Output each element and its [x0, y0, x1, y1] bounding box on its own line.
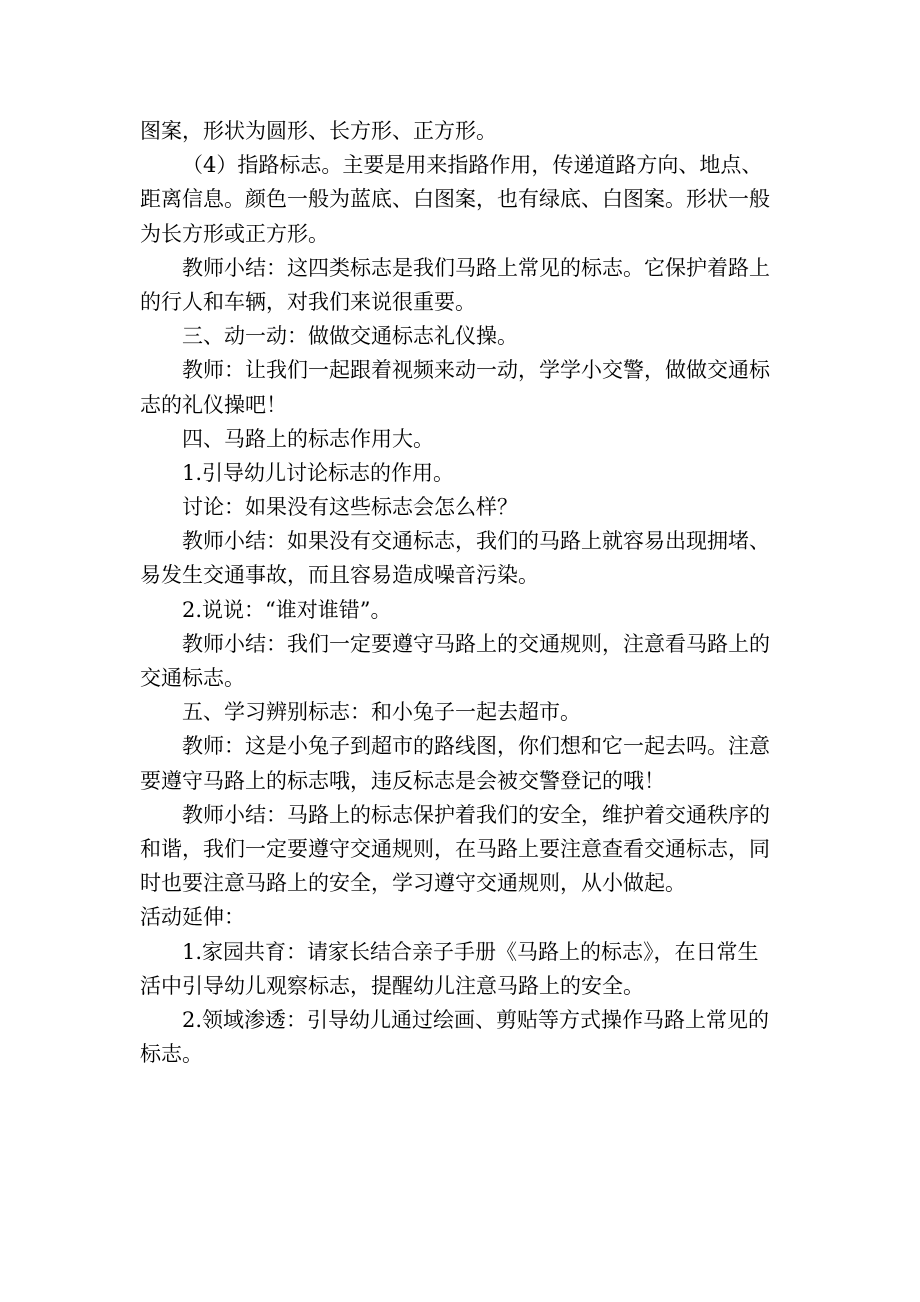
text-line: 志的礼仪操吧！: [140, 392, 287, 417]
text-line: 教师小结：如果没有交通标志，我们的马路上就容易出现拥堵、: [182, 529, 770, 554]
text-line: 2.领域渗透：引导幼儿通过绘画、剪贴等方式操作马路上常见的: [182, 1007, 770, 1032]
text-line: 教师：让我们一起跟着视频来动一动，学学小交警，做做交通标: [182, 358, 770, 383]
text-line: 标志。: [140, 1042, 203, 1067]
text-line: 四、马路上的标志作用大。: [182, 426, 434, 451]
text-line: 时也要注意马路上的安全，学习遵守交通规则，从小做起。: [140, 871, 686, 896]
text-line: 讨论：如果没有这些标志会怎么样？: [182, 495, 518, 520]
text-line: 教师小结：我们一定要遵守马路上的交通规则，注意看马路上的: [182, 631, 770, 656]
text-line: 为长方形或正方形。: [140, 221, 329, 246]
text-line: 五、学习辨别标志：和小兔子一起去超市。: [182, 700, 581, 725]
text-line: （4）指路标志。主要是用来指路作用，传递道路方向、地点、: [182, 153, 763, 178]
text-line: 2.说说：“谁对谁错”。: [182, 597, 392, 622]
text-line: 教师：这是小兔子到超市的路线图，你们想和它一起去吗。注意: [182, 734, 770, 759]
text-line: 1.引导幼儿讨论标志的作用。: [182, 460, 455, 485]
text-line: 距离信息。颜色一般为蓝底、白图案，也有绿底、白图案。形状一般: [140, 187, 770, 212]
text-line: 和谐，我们一定要遵守交通规则，在马路上要注意查看交通标志，同: [140, 836, 770, 861]
text-line: 的行人和车辆，对我们来说很重要。: [140, 289, 476, 314]
text-line: 教师小结：这四类标志是我们马路上常见的标志。它保护着路上: [182, 255, 770, 280]
text-line: 三、动一动：做做交通标志礼仪操。: [182, 324, 518, 349]
text-line: 1.家园共育：请家长结合亲子手册《马路上的标志》，在日常生: [182, 939, 759, 964]
text-line: 要遵守马路上的标志哦，违反标志是会被交警登记的哦！: [140, 768, 665, 793]
text-line: 教师小结：马路上的标志保护着我们的安全，维护着交通秩序的: [182, 802, 770, 827]
text-line: 图案，形状为圆形、长方形、正方形。: [140, 119, 497, 143]
body-text: [140, 114, 790, 1071]
text-line: 活动延伸：: [140, 905, 245, 930]
text-line: 活中引导幼儿观察标志，提醒幼儿注意马路上的安全。: [140, 973, 644, 998]
text-line: 交通标志。: [140, 666, 245, 690]
text-line: 易发生交通事故，而且容易造成噪音污染。: [140, 563, 539, 588]
